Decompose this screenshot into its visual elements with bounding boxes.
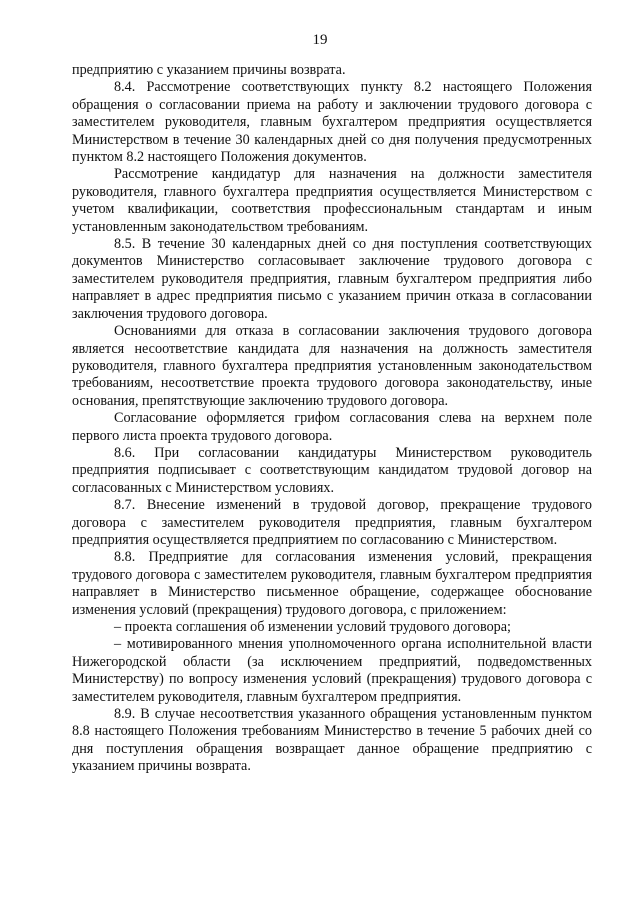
paragraph: 8.8. Предприятие для согласования изменения условий, прекращения трудового договора с заместителем руководителя, главным бухгалтером предприятия направляет в Министерство письменное обращение, содержащее обоснование изменения условий (прекращения) трудового договора, с приложением: [72, 549, 592, 618]
paragraph: 8.9. В случае несоответствия указанного обращения установленным пунктом 8.8 настоящего Положения требованиям Министерство в течение 5 рабочих дней со дня поступления обращения возвращает данное обращение предприятию с указанием причины возврата. [72, 706, 592, 775]
paragraph: Согласование оформляется грифом согласования слева на верхнем поле первого листа проекта трудового договора. [72, 410, 592, 444]
paragraph: 8.4. Рассмотрение соответствующих пункту 8.2 настоящего Положения обращения о согласовании приема на работу и заключении трудового договора с заместителем руководителя, главным бухгалтером предприятия осуществляется Министерством в течение 30 календарных дней со дня получения предусмотренных пунктом 8.2 настоящего Положения документов. [72, 79, 592, 166]
document-body [72, 62, 592, 776]
paragraph: – проекта соглашения об изменении условий трудового договора; [114, 619, 511, 635]
paragraph: 8.7. Внесение изменений в трудовой договор, прекращение трудового договора с заместителем руководителя предприятия, главным бухгалтером предприятия осуществляется предприятием по согласованию с Министерством. [72, 497, 592, 548]
paragraph: предприятию с указанием причины возврата. [72, 62, 346, 78]
page-number: 19 [312, 32, 328, 48]
paragraph: 8.6. При согласовании кандидатуры Министерством руководитель предприятия подписывает с соответствующим кандидатом трудовой договор на согласованных с Министерством условиях. [72, 444, 592, 496]
paragraph: – мотивированного мнения уполномоченного органа исполнительной власти Нижегородской области (за исключением предприятий, подведомственных Министерству) по вопросу изменения условий (прекращения) трудового договора с заместителем руководителя, главным бухгалтером предприятия. [72, 636, 592, 705]
paragraph: Рассмотрение кандидатур для назначения на должности заместителя руководителя, главного бухгалтера предприятия осуществляется Министерством с учетом квалификации, соответствия профессиональным стандартам и иным установленным законодательством требованиям. [72, 166, 592, 235]
paragraph: Основаниями для отказа в согласовании заключения трудового договора является несоответствие кандидата для назначения на должность заместителя руководителя, главного бухгалтера предприятия установленным законодательством требованиям, несоответствие проекта трудового договора законодательству, иные основания, препятствующие заключению трудового договора. [72, 323, 592, 409]
paragraph: 8.5. В течение 30 календарных дней со дня поступления соответствующих документов Министерство согласовывает заключение трудового договора с заместителем руководителя предприятия, главным бухгалтером предприятия либо направляет в адрес предприятия письмо с указанием причин отказа в согласовании заключения трудового договора. [72, 236, 592, 322]
